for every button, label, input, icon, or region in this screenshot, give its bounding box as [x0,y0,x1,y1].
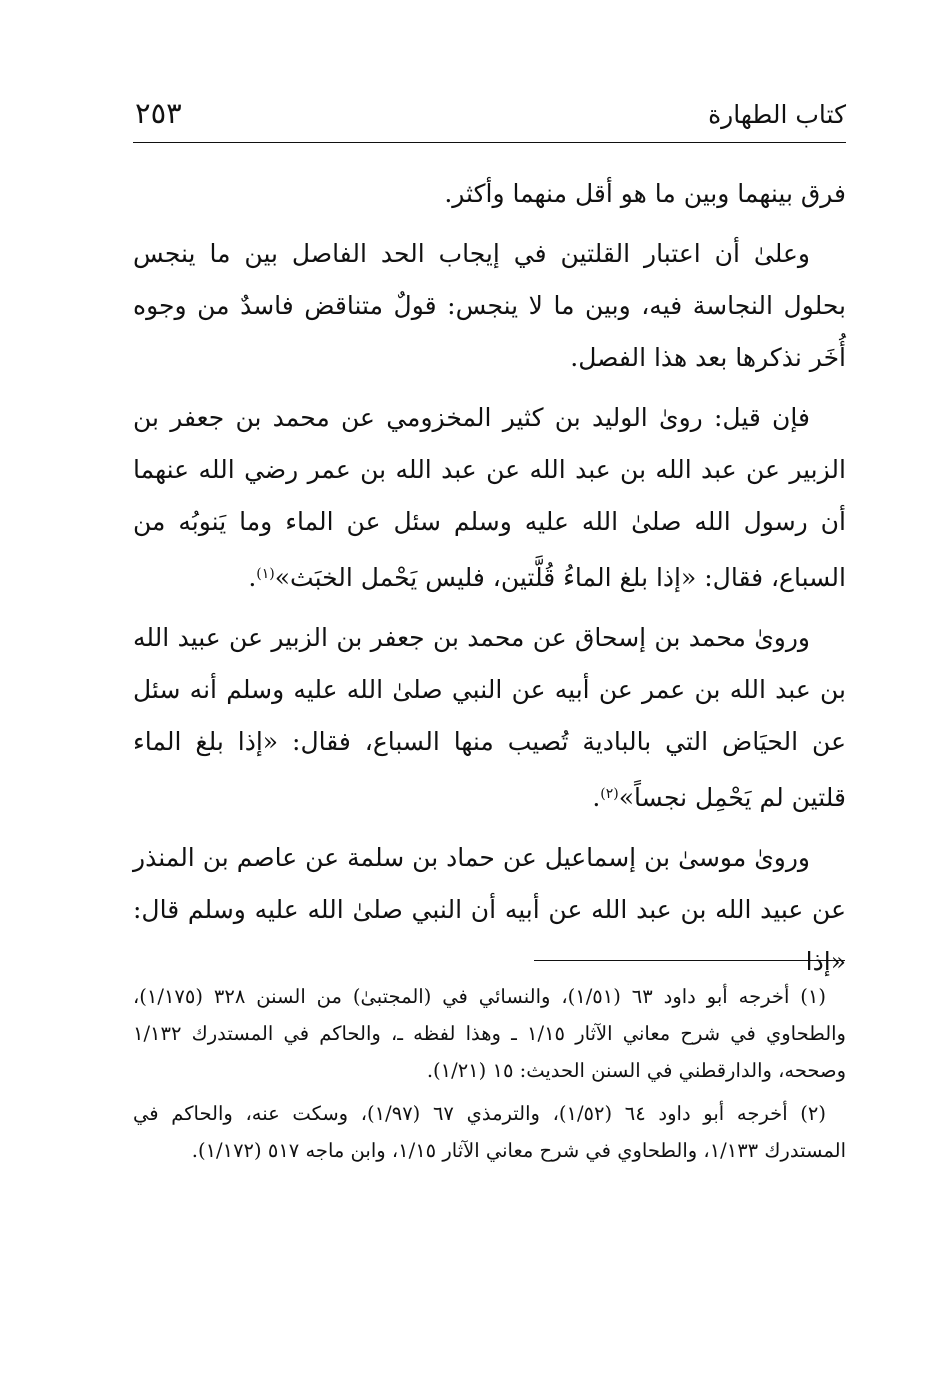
paragraph-2: وعلىٰ أن اعتبار القلتين في إيجاب الحد الفاصل بين ما ينجس بحلول النجاسة فيه، وبين ما لا ينجس: قولٌ متناقض فاسدٌ من وجوه أُخَر نذكرها بعد هذا الفصل. [133,239,846,372]
paragraph-5: وروىٰ موسىٰ بن إسماعيل عن حماد بن سلمة عن عاصم بن المنذر عن عبيد الله بن عبد الله عن أبيه أن النبي صلىٰ الله عليه وسلم قال: «إذا [133,843,846,976]
footnote-divider [534,960,845,961]
page-header [133,96,846,143]
footnote-1: (١) أخرجه أبو داود ٦٣ (١/٥١)، والنسائي في (المجتبىٰ) من السنن ٣٢٨ (١/١٧٥)، والطحاوي في شرح معاني الآثار ١/١٥ ـ وهذا لفظه ـ، والحاكم في المستدرك ١/١٣٢ وصححه، والدارقطني في السنن الحديث: ١٥ (١/٢١). [133,985,846,1082]
main-text [133,168,846,996]
paragraph-4: وروىٰ محمد بن إسحاق عن محمد بن جعفر بن الزبير عن عبيد الله بن عبد الله بن عمر عن أبيه عن النبي صلىٰ الله عليه وسلم أنه سئل عن الحيَاض التي بالبادية تُصيب منها السباع، فقال: «إذا بلغ الماء قلتين لم يَحْمِل نجساً»$^{(٢)}$. [133,623,846,812]
footnotes [133,978,846,1175]
running-title: كتاب الطهارة [708,100,846,129]
paragraph-4-text: وروىٰ محمد بن إسحاق عن محمد بن جعفر بن الزبير عن عبيد الله بن عبد الله بن عمر عن أبيه عن النبي صلىٰ الله عليه وسلم أنه سئل عن الحيَاض التي بالبادية تُصيب منها السباع، فقال: «إذا بلغ الماء قلتين لم يَحْمِل نجساً» [133,623,846,812]
paragraph-3: فإن قيل: روىٰ الوليد بن كثير المخزومي عن محمد بن جعفر بن الزبير عن عبد الله بن عبد الله عن عبد الله بن عمر رضي الله عنهما أن رسول الله صلىٰ الله عليه وسلم سئل عن الماء وما يَنوبُه من السباع، فقال: «إذا بلغ الماءُ قُلَّتين، فليس يَحْمل الخبَث»$^{(١)}$. [133,403,846,592]
footnote-2: (٢) أخرجه أبو داود ٦٤ (١/٥٢)، والترمذي ٦٧ (١/٩٧)، وسكت عنه، والحاكم في المستدرك ١/١٣٣، والطحاوي في شرح معاني الآثار ١/١٥، وابن ماجه ٥١٧ (١/١٧٢). [133,1102,846,1162]
paragraph-3-text: فإن قيل: روىٰ الوليد بن كثير المخزومي عن محمد بن جعفر بن الزبير عن عبد الله بن عبد الله عن عبد الله بن عمر رضي الله عنهما أن رسول الله صلىٰ الله عليه وسلم سئل عن الماء وما يَنوبُه من السباع، فقال: «إذا بلغ الماءُ قُلَّتين، فليس يَحْمل الخبَث» [133,403,846,592]
footnote-ref-1[interactable]: (١) [256,566,275,582]
page-number: ٢٥٣ [135,96,182,130]
paragraph-1: فرق بينهما وبين ما هو أقل منهما وأكثر. [444,179,846,208]
footnote-ref-2[interactable]: (٢) [600,786,619,802]
